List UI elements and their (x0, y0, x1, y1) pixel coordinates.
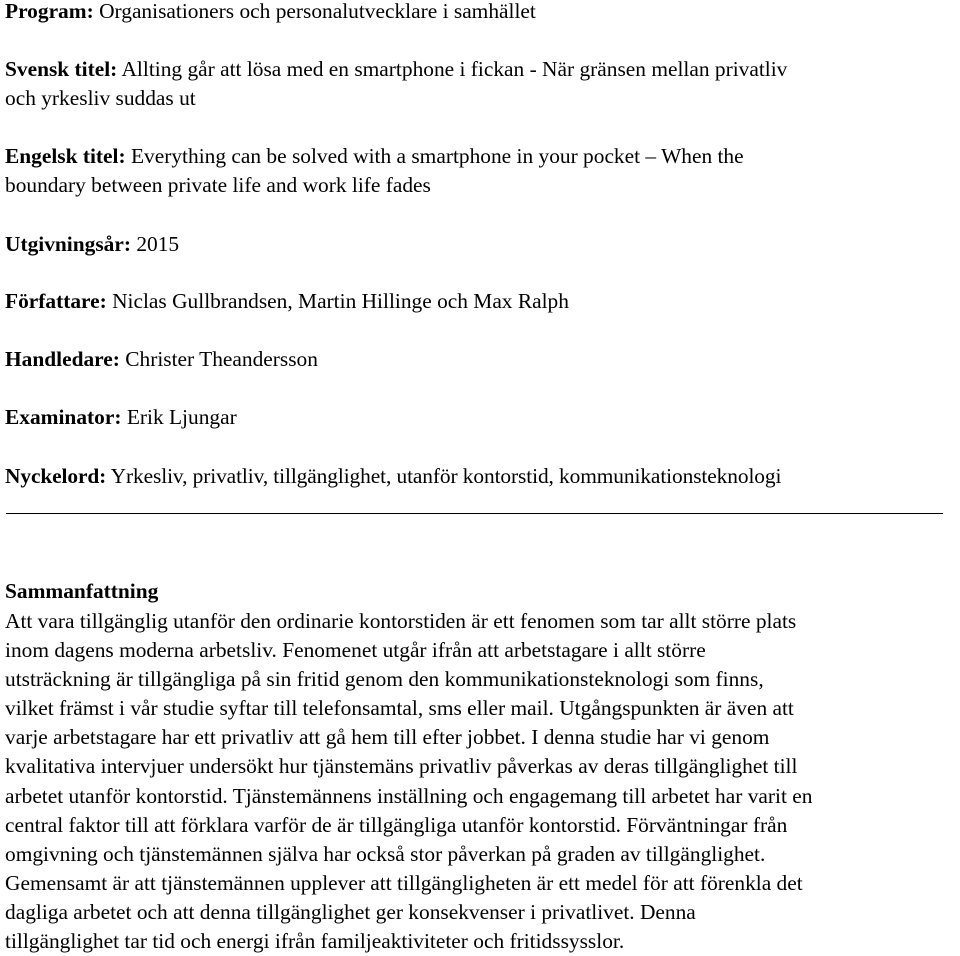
keywords-value: Yrkesliv, privatliv, tillgänglighet, utanför kontorstid, kommunikationsteknologi (110, 464, 782, 488)
program-value: Organisationers och personalutvecklare i samhället (99, 0, 536, 23)
abstract-line: varje arbetstagare har ett privatliv att gå hem till efter jobbet. I denna studie har vi genom (5, 725, 770, 750)
abstract-line: central faktor till att förklara varför de är tillgängliga utanför kontorstid. Förväntningar från (5, 812, 788, 837)
swedish-title-line2: och yrkesliv suddas ut (5, 86, 196, 110)
abstract-line: dagliga arbetet och att denna tillgänglighet ger konsekvenser i privatlivet. Denna (5, 899, 696, 924)
authors-field (5, 287, 955, 316)
supervisor-field (5, 345, 955, 374)
authors-value: Niclas Gullbrandsen, Martin Hillinge och Max Ralph (112, 289, 569, 313)
section-divider (6, 513, 943, 514)
abstract-line: kvalitativa intervjuer undersökt hur tjänstemäns privatliv påverkas av deras tillgänglighet till (5, 754, 798, 779)
english-title-line2: boundary between private life and work life fades (5, 173, 431, 197)
abstract-body (5, 607, 960, 956)
swedish-title-label: Svensk titel: (5, 57, 118, 81)
supervisor-label: Handledare: (5, 347, 120, 371)
program-label: Program: (5, 0, 94, 23)
swedish-title-line1: Allting går att lösa med en smartphone i fickan - När gränsen mellan privatliv (121, 57, 788, 81)
swedish-title-field (5, 55, 955, 113)
examiner-label: Examinator: (5, 405, 122, 429)
english-title-line1: Everything can be solved with a smartphone in your pocket – When the (130, 144, 744, 168)
abstract-line: arbetet utanför kontorstid. Tjänstemännens inställning och engagemang till arbetet har varit en (5, 783, 813, 808)
abstract-line: inom dagens moderna arbetsliv. Fenomenet utgår ifrån att arbetstagare i allt större (5, 638, 706, 663)
abstract-line: Gemensamt är att tjänstemännen upplever att tillgängligheten är ett medel för att förenkla det (5, 870, 803, 895)
authors-label: Författare: (5, 289, 107, 313)
year-field (5, 230, 955, 259)
abstract-line: vilket främst i vår studie syftar till telefonsamtal, sms eller mail. Utgångspunkten är även att (5, 696, 794, 721)
year-label: Utgivningsår: (5, 232, 131, 256)
english-title-label: Engelsk titel: (5, 144, 126, 168)
keywords-field (5, 462, 957, 491)
abstract-line: tillgänglighet tar tid och energi ifrån familjeaktiviteter och fritidssysslor. (5, 929, 625, 954)
keywords-label: Nyckelord: (5, 464, 107, 488)
abstract-line: omgivning och tjänstemännen själva har också stor påverkan på graden av tillgänglighet. (5, 841, 766, 866)
abstract-line: Att vara tillgänglig utanför den ordinarie kontorstiden är ett fenomen som tar allt större plats (5, 609, 797, 633)
abstract-line: utsträckning är tillgängliga på sin fritid genom den kommunikationsteknologi som finns, (5, 667, 764, 692)
examiner-value: Erik Ljungar (126, 405, 237, 429)
english-title-field (5, 142, 955, 200)
program-field (5, 0, 955, 26)
examiner-field (5, 403, 955, 432)
abstract-title: Sammanfattning (5, 579, 159, 603)
year-value: 2015 (136, 232, 180, 256)
supervisor-value: Christer Theandersson (125, 347, 318, 371)
